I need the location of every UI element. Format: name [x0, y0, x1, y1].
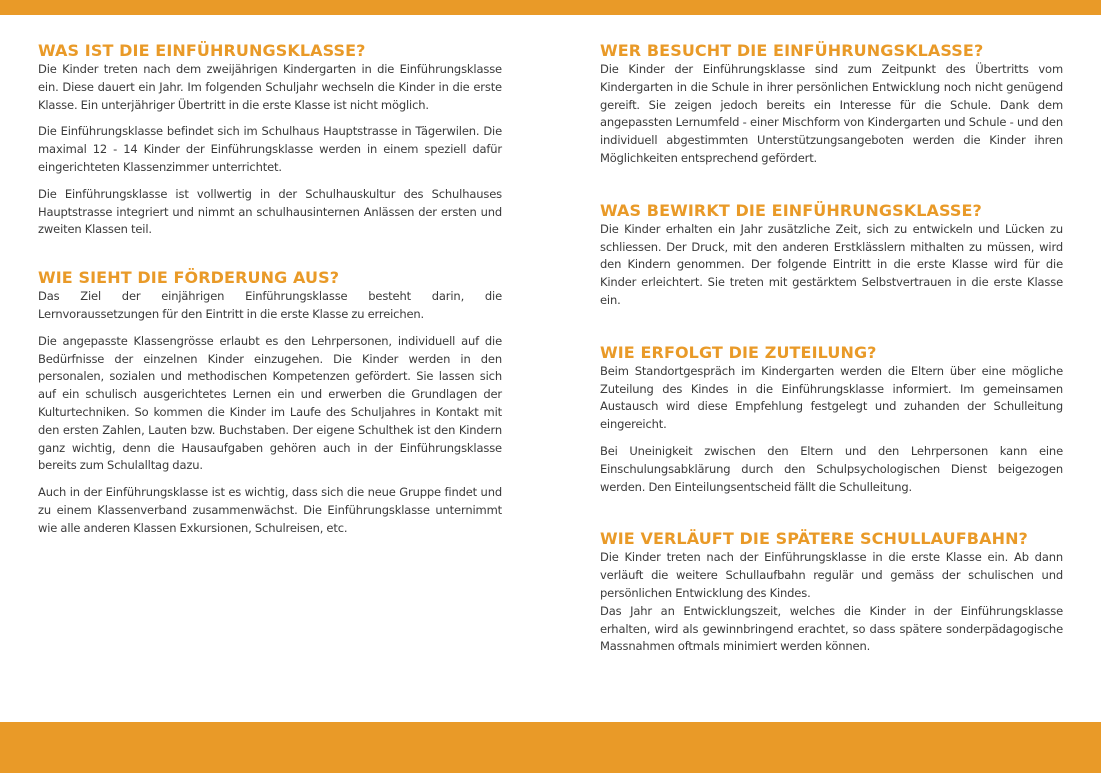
- section-paragraph: Die Kinder treten nach dem zweijährigen Kindergarten in die Einführungsklasse ein. Diese dauert ein Jahr. Im folgenden Schuljahr wechseln die Kinder in die erste Klasse. Ein unterjähriger Übertritt in die erste Klasse ist nicht möglich.: [38, 62, 502, 112]
- section-heading: WIE ERFOLGT DIE ZUTEILUNG?: [600, 342, 877, 362]
- right-column: [600, 41, 1063, 689]
- section-foerderung: [38, 268, 502, 537]
- left-column: [38, 41, 502, 568]
- section-was-bewirkt: [600, 201, 1063, 310]
- section-wer-besucht: [600, 41, 1063, 168]
- section-paragraph: Bei Uneinigkeit zwischen den Eltern und den Lehrpersonen kann eine Einschulungsabklärung durch den Schulpsychologischen Dienst beigezogen werden. Den Einteilungsentscheid fällt die Schulleitung.: [600, 443, 1063, 494]
- bottom-accent-bar: [0, 722, 1101, 773]
- top-accent-bar: [0, 0, 1101, 15]
- section-zuteilung: [600, 343, 1063, 497]
- section-paragraph: Auch in der Einführungsklasse ist es wichtig, dass sich die neue Gruppe findet und zu einem Klassenverband zusammenwächst. Die Einführungsklasse unternimmt wie alle anderen Klassen Exkursionen, Schulreisen, etc.: [38, 485, 502, 535]
- section-paragraph: Die angepasste Klassengrösse erlaubt es den Lehrpersonen, individuell auf die Bedürfnisse der einzelnen Kinder einzugehen. Die Kinder werden in den personalen, sozialen und methodischen Kompetenzen gefördert. Sie lassen sich auf ein schulisch ausgerichtetes Lernen ein und erwerben die Grundlagen der Kulturtechniken. So kommen die Kinder im Laufe des Schuljahres in Kontakt mit den ersten Zahlen, Lauten bzw. Buchstaben. Der eigene Schulthek ist den Kindern ganz wichtig, denn die Hausaufgaben gehören auch in der Einführungsklasse bereits zum Schulalltag dazu.: [38, 333, 502, 473]
- section-heading: WIE SIEHT DIE FÖRDERUNG AUS?: [38, 268, 340, 288]
- section-paragraph: Das Ziel der einjährigen Einführungsklasse besteht darin, die Lernvoraussetzungen für den Eintritt in die erste Klasse zu erreichen.: [38, 289, 502, 321]
- section-was-ist: [38, 41, 502, 239]
- section-heading: WIE VERLÄUFT DIE SPÄTERE SCHULLAUFBAHN?: [600, 529, 1028, 549]
- section-heading: WAS BEWIRKT DIE EINFÜHRUNGSKLASSE?: [600, 200, 982, 220]
- section-paragraph: Die Einführungsklasse befindet sich im Schulhaus Hauptstrasse in Tägerwilen. Die maximal 12 - 14 Kinder der Einführungsklasse werden in einem speziell dafür eingerichteten Klassenzimmer unterrichtet.: [38, 124, 502, 174]
- section-paragraph: Beim Standortgespräch im Kindergarten werden die Eltern über eine mögliche Zuteilung des Kindes in die Einführungsklasse informiert. Im gemeinsamen Austausch wird diese Empfehlung festgelegt und zuhanden der Schulleitung eingereicht.: [600, 363, 1063, 432]
- section-paragraph: Die Kinder treten nach der Einführungsklasse in die erste Klasse ein. Ab dann verläuft die weitere Schullaufbahn regulär und gemäss der schulischen und persönlichen Entwicklung des Kindes.: [600, 550, 1063, 600]
- section-paragraph: Die Kinder der Einführungsklasse sind zum Zeitpunkt des Übertritts vom Kindergarten in die Schule in ihrer persönlichen Entwicklung noch nicht genügend gereift. Sie zeigen jedoch bereits ein Interesse für die Schule. Dank dem angepassten Lernumfeld - einer Mischform von Kindergarten und Schule - und den individuell abgestimmten Unterstützungsangeboten werden die Kinder ihren Möglichkeiten entsprechend gefördert.: [600, 62, 1063, 165]
- section-paragraph: Das Jahr an Entwicklungszeit, welches die Kinder in der Einführungsklasse erhalten, wird als gewinnbringend erachtet, so dass spätere sonderpädagogische Massnahmen oftmals minimiert werden können.: [600, 603, 1063, 654]
- section-paragraph: Die Einführungsklasse ist vollwertig in der Schulhauskultur des Schulhauses Hauptstrasse integriert und nimmt an schulhausinternen Anlässen der ersten und zweiten Klassen teil.: [38, 186, 502, 237]
- section-heading: WER BESUCHT DIE EINFÜHRUNGSKLASSE?: [600, 41, 984, 60]
- section-paragraph: Die Kinder erhalten ein Jahr zusätzliche Zeit, sich zu entwickeln und Lücken zu schliessen. Der Druck, mit den anderen Erstklässlern mithalten zu müssen, wird den Kindern genommen. Der folgende Eintritt in die erste Klasse wird für die Kinder erleichtert. Sie treten mit gestärktem Selbstvertrauen in die erste Klasse ein.: [600, 221, 1063, 307]
- section-schullaufbahn: [600, 529, 1063, 656]
- section-heading: WAS IST DIE EINFÜHRUNGSKLASSE?: [38, 41, 366, 60]
